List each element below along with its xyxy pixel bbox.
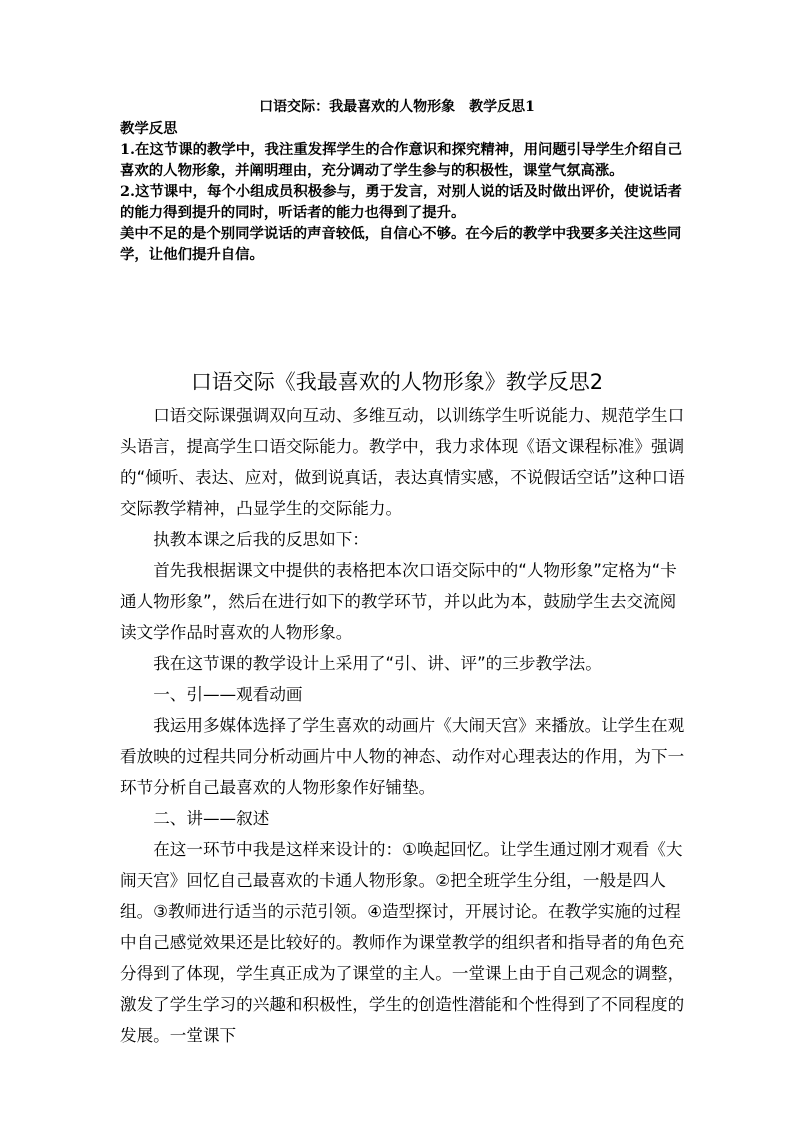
section2-body	[120, 400, 690, 1051]
section2-subheading: 二、讲——叙述	[153, 809, 270, 828]
section1-heading: 教学反思	[120, 120, 178, 137]
section1-paragraph: 美中不足的是个别同学说话的声音较低，自信心不够。在今后的教学中我要多关注这些同学，让他们提升自信。	[120, 225, 682, 263]
section2-subheading: 一、引——观看动画	[153, 685, 303, 704]
section2-title: 口语交际《我最喜欢的人物形象》教学反思2	[190, 370, 604, 394]
section1-paragraph: 2.这节课中，每个小组成员积极参与，勇于发言，对别人说的话及时做出评价，使说话者的能力得到提升的同时，听话者的能力也得到了提升。	[120, 183, 682, 221]
section2-paragraph: 我在这节课的教学设计上采用了“引、讲、评”的三步教学法。	[153, 654, 602, 673]
section1-body	[120, 118, 690, 265]
section2-paragraph: 在这一环节中我是这样来设计的：①唤起回忆。让学生通过刚才观看《大闹天宫》回忆自己最喜欢的卡通人物形象。②把全班学生分组，一般是四人组。③教师进行适当的示范引领。④造型探讨，开展讨论。在教学实施的过程中自己感觉效果还是比较好的。教师作为课堂教学的组织者和指导者的角色充分得到了体现，学生真正成为了课堂的主人。一堂课上由于自己观念的调整，激发了学生学习的兴趣和积极性，学生的创造性潜能和个性得到了不同程度的发展。一堂课下	[120, 840, 685, 1045]
section1-paragraph: 1.在这节课的教学中，我注重发挥学生的合作意识和探究精神，用问题引导学生介绍自己喜欢的人物形象，并阐明理由，充分调动了学生参与的积极性，课堂气氛高涨。	[120, 141, 682, 179]
section2-paragraph: 我运用多媒体选择了学生喜欢的动画片《大闹天宫》来播放。让学生在观看放映的过程共同分析动画片中人物的神态、动作对心理表达的作用，为下一环节分析自己最喜欢的人物形象作好铺垫。	[120, 716, 685, 797]
section1-title: 口语交际：我最喜欢的人物形象 教学反思1	[259, 99, 535, 115]
section2-paragraph: 口语交际课强调双向互动、多维互动，以训练学生听说能力、规范学生口头语言，提高学生口语交际能力。教学中，我力求体现《语文课程标准》强调的“倾听、表达、应对，做到说真话，表达真情实感，不说假话空话”这种口语交际教学精神，凸显学生的交际能力。	[120, 406, 685, 518]
section2-paragraph: 首先我根据课文中提供的表格把本次口语交际中的“人物形象”定格为“卡通人物形象”，然后在进行如下的教学环节，并以此为本，鼓励学生去交流阅读文学作品时喜欢的人物形象。	[120, 561, 677, 642]
section2-paragraph: 执教本课之后我的反思如下：	[153, 530, 369, 549]
